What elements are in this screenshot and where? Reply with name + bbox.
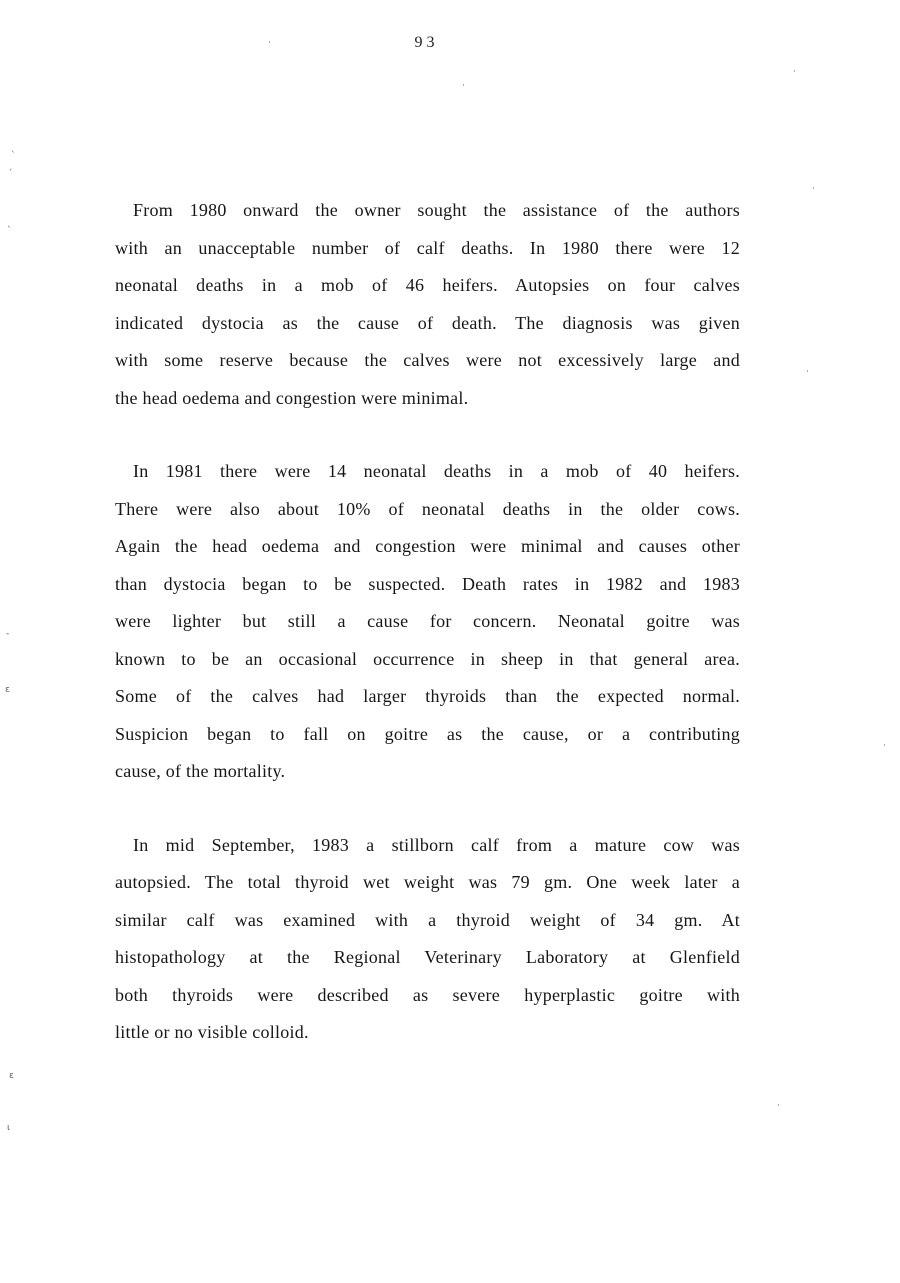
scan-speck: ε	[5, 685, 10, 695]
text-line: similar calf was examined with a thyroid weight of 34 gm. At	[115, 909, 740, 930]
page-number: 93	[414, 34, 439, 51]
text-line: From 1980 onward the owner sought the assistance of the authors	[133, 200, 740, 220]
scan-speck: ˊ	[8, 169, 13, 179]
text-line: little or no visible colloid.	[115, 1022, 309, 1042]
text-line: cause, of the mortality.	[115, 761, 286, 781]
scan-speck: ˋ	[7, 226, 12, 236]
paragraph-2	[115, 453, 740, 791]
scan-speck: ·	[462, 81, 465, 91]
paragraph-1	[115, 192, 740, 417]
text-line: In mid September, 1983 a stillborn calf from a mature cow was	[133, 834, 740, 855]
text-line: Suspicion began to fall on goitre as the cause, or a contributing	[115, 723, 740, 744]
scan-speck: ˋ	[11, 151, 16, 161]
text-line: Again the head oedema and congestion were minimal and causes other	[115, 536, 740, 556]
text-line: There were also about 10% of neonatal deaths in the older cows.	[115, 498, 740, 519]
text-line: known to be an occasional occurrence in sheep in that general area.	[115, 648, 740, 669]
text-line: than dystocia began to be suspected. Death rates in 1982 and 1983	[115, 573, 740, 594]
scan-speck: ·	[812, 184, 815, 194]
scan-speck: ɩ	[7, 1123, 11, 1133]
scan-speck: ·	[883, 741, 886, 751]
text-line: In 1981 there were 14 neonatal deaths in a mob of 40 heifers.	[133, 461, 740, 481]
scan-speck: ε	[9, 1071, 14, 1081]
scan-speck: ·	[806, 367, 809, 377]
scan-speck: ·	[777, 1101, 780, 1111]
text-line: both thyroids were described as severe hyperplastic goitre with	[115, 984, 740, 1005]
scan-speck: ·	[793, 67, 796, 77]
scan-speck: -	[6, 629, 10, 639]
text-line: with some reserve because the calves were not excessively large and	[115, 350, 740, 370]
text-line: autopsied. The total thyroid wet weight was 79 gm. One week later a	[115, 872, 740, 892]
text-line: neonatal deaths in a mob of 46 heifers. Autopsies on four calves	[115, 275, 740, 295]
text-line: with an unacceptable number of calf deaths. In 1980 there were 12	[115, 237, 740, 258]
paragraph-3	[115, 827, 740, 1052]
text-line: Some of the calves had larger thyroids than the expected normal.	[115, 686, 740, 706]
page-body	[115, 192, 740, 1088]
text-line: were lighter but still a cause for concern. Neonatal goitre was	[115, 611, 740, 631]
text-line: indicated dystocia as the cause of death. The diagnosis was given	[115, 312, 740, 333]
text-line: histopathology at the Regional Veterinary Laboratory at Glenfield	[115, 947, 740, 967]
text-line: the head oedema and congestion were minimal.	[115, 387, 469, 408]
scan-speck: ·	[268, 38, 271, 48]
